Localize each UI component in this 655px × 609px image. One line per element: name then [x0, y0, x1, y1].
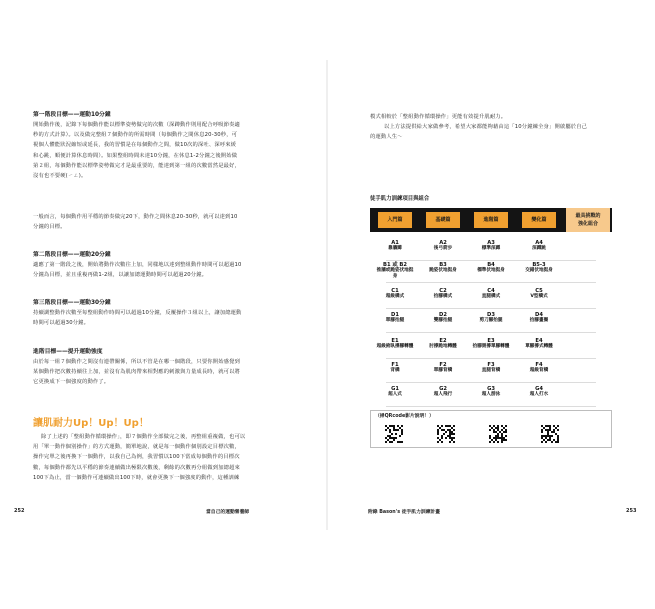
- exercise-cell: [471, 288, 511, 300]
- exercise-cell: [519, 386, 559, 398]
- qr-label: （掃QRcode影片說明！）: [375, 414, 434, 419]
- exercise-name: 深蹲跳: [532, 246, 546, 251]
- exercise-name: 剪刀腳抬腿: [479, 318, 503, 323]
- exercise-name: 標準伏地挺身: [477, 268, 505, 273]
- exercise-cell: [375, 288, 415, 300]
- row-divider: [386, 358, 596, 359]
- exercise-name: 靠牆蹲: [388, 246, 402, 251]
- qr-code-3[interactable]: [489, 425, 507, 443]
- page-number-right: 253: [626, 508, 637, 514]
- text-line: 100下為止，當一個動作可連續做出100下時，就會更換下一個強度的動作，這種訓練: [33, 474, 240, 481]
- level-tab-bar: [370, 208, 612, 232]
- exercise-name: 單腳抬腿: [385, 318, 405, 323]
- text-line: 除了上述的「整組動作循環操作」，即７個動作全部做完之後，再整組重複做，也可以: [41, 434, 246, 440]
- exercise-code: A1: [391, 240, 399, 246]
- exercise-code: C1: [391, 288, 399, 294]
- exercise-cell: [471, 338, 511, 350]
- exercise-cell: [375, 240, 415, 252]
- exercise-code: B3: [439, 262, 447, 268]
- exercise-name: 超人游泳: [481, 392, 501, 397]
- exercise-cell: [423, 288, 463, 300]
- exercise-name: V型橋式: [530, 294, 548, 299]
- exercise-cell: [423, 312, 463, 324]
- exercise-name: 超級俯臥撐腳轉體: [376, 344, 414, 349]
- tab-variation: 變化篇: [522, 212, 556, 228]
- exercise-cell: [375, 362, 415, 374]
- stage2-section: [33, 250, 295, 280]
- exercise-code: E2: [439, 338, 447, 344]
- general-paragraph: [33, 212, 295, 232]
- exercise-name: 單腳背橋: [433, 368, 453, 373]
- running-footer-left: 當自己的運動營養師: [206, 510, 250, 515]
- stage1-heading: 第一階段目標——運動10分鐘: [33, 112, 111, 118]
- exercise-code: G4: [535, 386, 543, 392]
- stage3-paragraph: [33, 308, 295, 328]
- exercise-code: F4: [535, 362, 543, 368]
- text-line: 用「單一動作個別操作」的方式運動，簡單地說，就是每一個動作個別設定目標次數，: [33, 444, 240, 451]
- exercise-code: D1: [391, 312, 399, 318]
- text-line: 分鐘為目標，並且重複再做1-2組，以讓加總運動時間可以超過20分鐘。: [33, 272, 208, 279]
- exercise-cell: [375, 262, 415, 279]
- row-divider: [386, 308, 596, 309]
- exercise-code: C5: [535, 288, 543, 294]
- running-footer-right: 附錄 Bason's 徒手肌力訓練計畫: [368, 510, 441, 515]
- exercise-cell: [423, 262, 463, 274]
- advanced-paragraph: [33, 357, 295, 388]
- exercise-name: 抬腳側撐單腳轉體: [472, 344, 510, 349]
- exercise-code: B4: [487, 262, 495, 268]
- stage1-paragraph: [33, 120, 295, 181]
- exercise-name: 交錯伏地挺身: [525, 268, 553, 273]
- exercise-cell: [519, 338, 559, 350]
- exercise-code: B5-3: [532, 262, 546, 268]
- qr-section: [370, 410, 612, 448]
- exercise-code: E4: [535, 338, 543, 344]
- exercise-cell: [471, 262, 511, 274]
- exercise-code: E1: [391, 338, 399, 344]
- exercise-name: 肘撐跪地轉體: [429, 344, 457, 349]
- text-line: 一般而言，每個動作用平穩的節奏做完20下，動作之間休息20-30秒，就可以達到10: [33, 214, 238, 220]
- exercise-code: G1: [391, 386, 399, 392]
- stage1-section: [33, 110, 295, 181]
- exercise-cell: [423, 362, 463, 374]
- text-line: 由於每一組７個動作之間沒有連帶關係，所以不管是在哪一個階段，只要你開始感覺到: [33, 359, 240, 365]
- exercise-name: 超人飛行: [433, 392, 453, 397]
- exercise-cell: [471, 386, 511, 398]
- text-line: 適應了第一階段之後，開始將動作次數往上加，同樣地以達到整組動作時間可以超過10: [33, 262, 242, 268]
- text-line: 操作完單之後再換下一個動作，以我自己為例，我習慣以100下當成每個動作的目標次: [33, 454, 240, 461]
- exercise-name: 單腳撐式轉體: [525, 344, 553, 349]
- row-divider: [386, 382, 596, 383]
- text-line: 和心跳，順便計算休息時間）。如果整組時間未達10分鐘，在休息1-2分鐘之後開始做: [33, 152, 238, 159]
- exercise-code: F3: [487, 362, 495, 368]
- exercise-name: 超級背橋: [529, 368, 549, 373]
- exercise-name: 背橋: [390, 368, 400, 373]
- text-line: 分鐘的目標。: [33, 224, 66, 231]
- exercise-code: A4: [535, 240, 543, 246]
- exercise-cell: [519, 312, 559, 324]
- row-divider: [386, 282, 596, 283]
- exercise-code: E3: [487, 338, 495, 344]
- exercise-name: 超人打水: [529, 392, 549, 397]
- closing-paragraph: [370, 112, 610, 143]
- text-line: 的運動人生～: [370, 134, 403, 141]
- text-line: 秒的方式計算）。以及做完整組７個動作的所需時間（每個動作之間休息20-30秒，可: [33, 132, 238, 139]
- left-page: [0, 0, 327, 609]
- exercise-cell: [423, 386, 463, 398]
- text-line: 數，每個動作都先以平穩的節奏連續做出極限次數後，剩餘的次數再分組做到加總超來: [33, 464, 240, 471]
- text-line: 視個人體能狀況縮短或延長，我的習慣是在每個動作之間，做10次的深吐、深呼來緩: [33, 142, 237, 149]
- exercise-code: A2: [439, 240, 447, 246]
- exercise-code: G2: [439, 386, 447, 392]
- exercise-name: 直腿背橋: [481, 368, 501, 373]
- text-line: 第２組，每個動作能以標準姿勢做完才是最重要的，能達到第一組的次數當然是最好，: [33, 162, 240, 169]
- exercise-cell: [423, 240, 463, 252]
- exercise-code: G3: [487, 386, 495, 392]
- exercise-cell: [471, 362, 511, 374]
- section-paragraph: [33, 432, 295, 483]
- exercise-code: D2: [439, 312, 447, 318]
- row-divider: [386, 332, 596, 333]
- exercise-cell: [519, 362, 559, 374]
- tab-basic: 基礎篇: [426, 212, 460, 228]
- text-line: 時間可以超過30分鐘。: [33, 320, 90, 327]
- row-divider: [386, 406, 596, 407]
- exercise-name: 抬腳橋式: [433, 294, 453, 299]
- qr-code-4[interactable]: [541, 425, 559, 443]
- exercise-cell: [519, 288, 559, 300]
- exercise-code: A3: [487, 240, 495, 246]
- advanced-heading: 進階目標——提升運動強度: [33, 349, 103, 355]
- text-line: 持續調整動作次數至每整組動作時間可以超過10分鐘，反覆操作３組以上，讓加總運動: [33, 310, 242, 316]
- exercise-name: 後弓箭步: [433, 246, 453, 251]
- exercise-cell: [375, 386, 415, 398]
- right-page: [328, 0, 655, 609]
- exercise-name: 超人式: [388, 392, 402, 397]
- qr-code-2[interactable]: [437, 425, 455, 443]
- page-number-left: 252: [14, 508, 25, 514]
- exercise-name: 雙腳抬腿: [433, 318, 453, 323]
- stage3-heading: 第三階段目標——運動30分鐘: [33, 300, 111, 306]
- exercise-cell: [375, 312, 415, 324]
- stage3-section: [33, 298, 295, 328]
- stage2-paragraph: [33, 260, 295, 280]
- tab-challenge-combo: 最具挑戰的 強化組合: [566, 208, 610, 232]
- exercise-name: 推牆或跪姿伏地挺身: [376, 268, 414, 279]
- text-line: 沒有也不要硬(ㄧㄥ)。: [33, 173, 87, 180]
- exercise-name: 抬腳畫圈: [529, 318, 549, 323]
- text-line: 開始動作後，記錄下每個動作能以標準姿勢做完的次數（深蹲動作則用配合呼吸節奏適: [33, 122, 240, 128]
- exercise-code: D4: [535, 312, 543, 318]
- text-line: 它更換成下一個強度的動作了。: [33, 379, 110, 386]
- section-heading-orange: 讓肌耐力Up！Up！Up！: [33, 418, 149, 429]
- exercise-cell: [519, 240, 559, 252]
- exercise-cell: [375, 338, 415, 350]
- text-line: 模式相較於「整組動作循環操作」更能有效提升肌耐力。: [370, 114, 507, 120]
- exercise-cell: [423, 338, 463, 350]
- exercise-name: 直腿橋式: [481, 294, 501, 299]
- exercise-cell: [471, 312, 511, 324]
- exercise-code: D3: [487, 312, 495, 318]
- advanced-section: [33, 347, 295, 388]
- text-line: 以上方法提供給大家做參考，希望大家都能夠藉由這「10分鐘練全身」開啟屬於自己: [384, 124, 588, 131]
- exercise-name: 超級橋式: [385, 294, 405, 299]
- text-line: 某個動作把次數持續往上加，並沒有為肌肉帶來相對應的刺激與力量成長時，就可以將: [33, 369, 240, 376]
- exercise-code: B1 或 B2: [383, 262, 407, 268]
- qr-code-1[interactable]: [385, 425, 403, 443]
- exercise-code: C2: [439, 288, 447, 294]
- stage2-heading: 第二階段目標——運動20分鐘: [33, 252, 111, 258]
- exercise-code: C4: [487, 288, 495, 294]
- exercise-cell: [519, 262, 559, 274]
- tab-beginner: 入門篇: [378, 212, 412, 228]
- tab-advanced: 進階篇: [474, 212, 508, 228]
- exercise-code: F1: [391, 362, 399, 368]
- exercise-name: 跪姿伏地挺身: [429, 268, 457, 273]
- exercise-cell: [471, 240, 511, 252]
- row-divider: [386, 260, 596, 261]
- exercise-code: F2: [439, 362, 447, 368]
- table-title: 徒手肌力訓練項目與組合: [370, 196, 430, 202]
- exercise-name: 標準深蹲: [481, 246, 501, 251]
